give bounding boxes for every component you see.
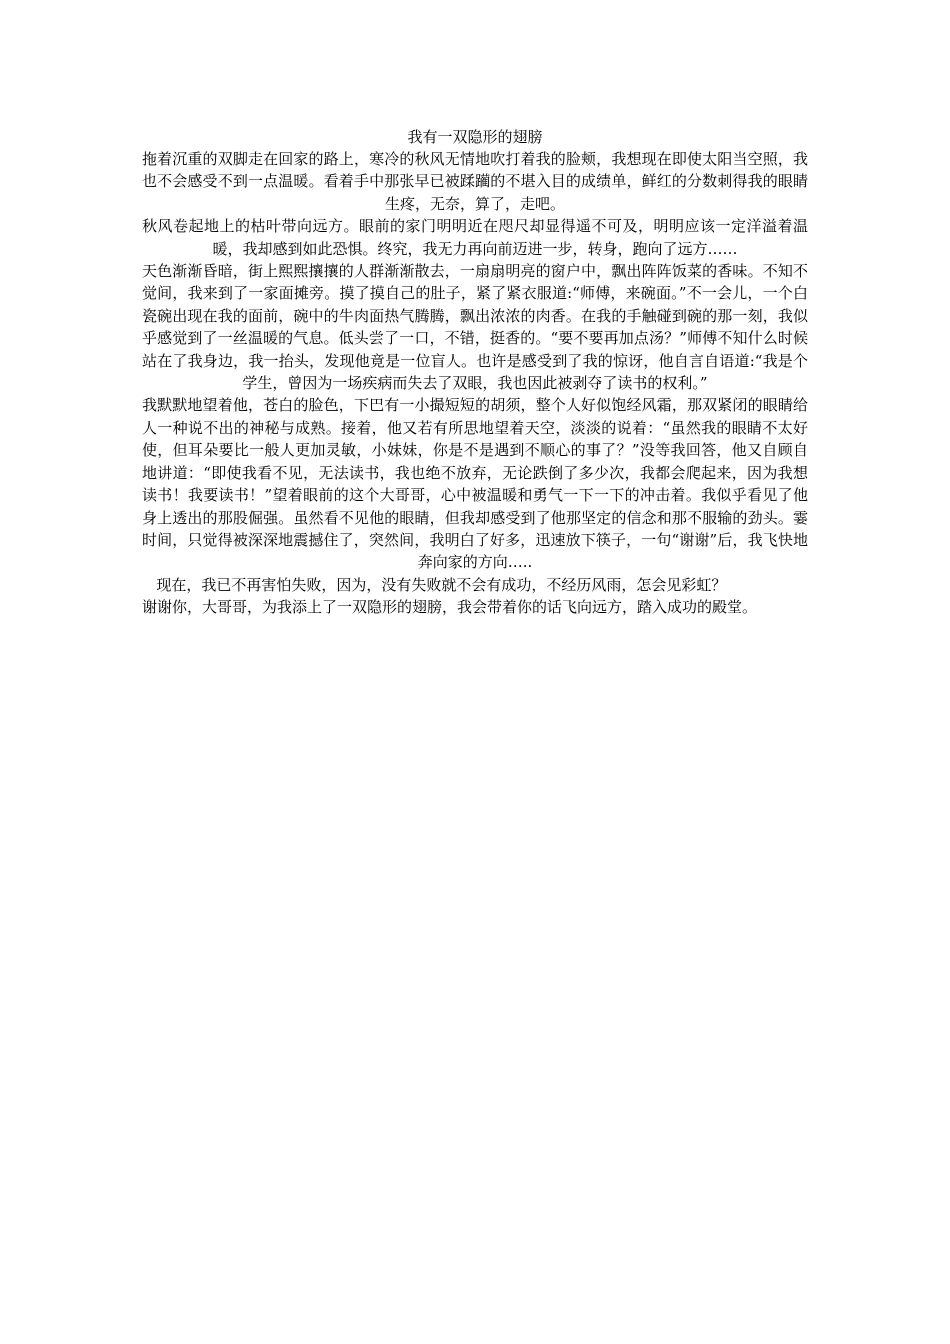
paragraph-4: 我默默地望着他，苍白的脸色，下巴有一小撮短短的胡须，整个人好似饱经风霜，那双紧闭的眼睛给人一种说不出的神秘与成熟。接着，他又若有所思地望着天空，淡淡的说着：“虽然我的眼睛不太好使，但耳朵要比一般人更加灵敏，小妹妹，你是不是遇到不顺心的事了？”没等我回答，他又自顾自地讲道：“即使我看不见，无法读书，我也绝不放弃，无论跌倒了多少次，我都会爬起来，因为我想读书！我要读书！”望着眼前的这个大哥哥，心中被温暖和勇气一下一下的冲击着。我似乎看见了他身上透出的那股倔强。虽然看不见他的眼睛，但我却感受到了他那坚定的信念和那不服输的劲头。霎时间，只觉得被深深地震撼住了，突然间，我明白了好多，迅速放下筷子，一句“谢谢”后，我飞快地奔向家的方向….. xyxy=(142,396,808,572)
document-title: 我有一双隐形的翅膀 xyxy=(407,128,543,146)
document-body xyxy=(142,126,808,619)
paragraph-5: 现在，我已不再害怕失败，因为，没有失败就不会有成功，不经历风雨，怎会见彩虹？ xyxy=(142,575,727,594)
paragraph-6: 谢谢你，大哥哥，为我添上了一双隐形的翅膀，我会带着你的话飞向远方，踏入成功的殿堂。 xyxy=(142,598,758,617)
paragraph-1: 拖着沉重的双脚走在回家的路上，寒冷的秋风无情地吹打着我的脸颊，我想现在即使太阳当空照，我也不会感受不到一点温暖。看着手中那张早已被蹂躏的不堪入目的成绩单，鲜红的分数刺得我的眼睛生疼，无奈，算了，走吧。 xyxy=(142,150,808,213)
paragraph-2: 秋风卷起地上的枯叶带向远方。眼前的家门明明近在咫尺却显得遥不可及，明明应该一定洋溢着温暖，我却感到如此恐惧。终究，我无力再向前迈进一步，转身，跑向了远方…… xyxy=(142,217,808,258)
paragraph-3: 天色渐渐昏暗，街上熙熙攘攘的人群渐渐散去，一扇扇明亮的窗户中，飘出阵阵饭菜的香味。不知不觉间，我来到了一家面摊旁。摸了摸自己的肚子，紧了紧衣服道:“师傅，来碗面。”不一会儿，一个白瓷碗出现在我的面前，碗中的牛肉面热气腾腾，飘出浓浓的肉香。在我的手触碰到碗的那一刻，我似乎感觉到了一丝温暖的气息。低头尝了一口，不错，挺香的。“要不要再加点汤？”师傅不知什么时候站在了我身边，我一抬头，发现他竟是一位盲人。也许是感受到了我的惊讶，他自言自语道:“我是个学生，曾因为一场疾病而失去了双眼，我也因此被剥夺了读书的权利。” xyxy=(142,262,808,393)
